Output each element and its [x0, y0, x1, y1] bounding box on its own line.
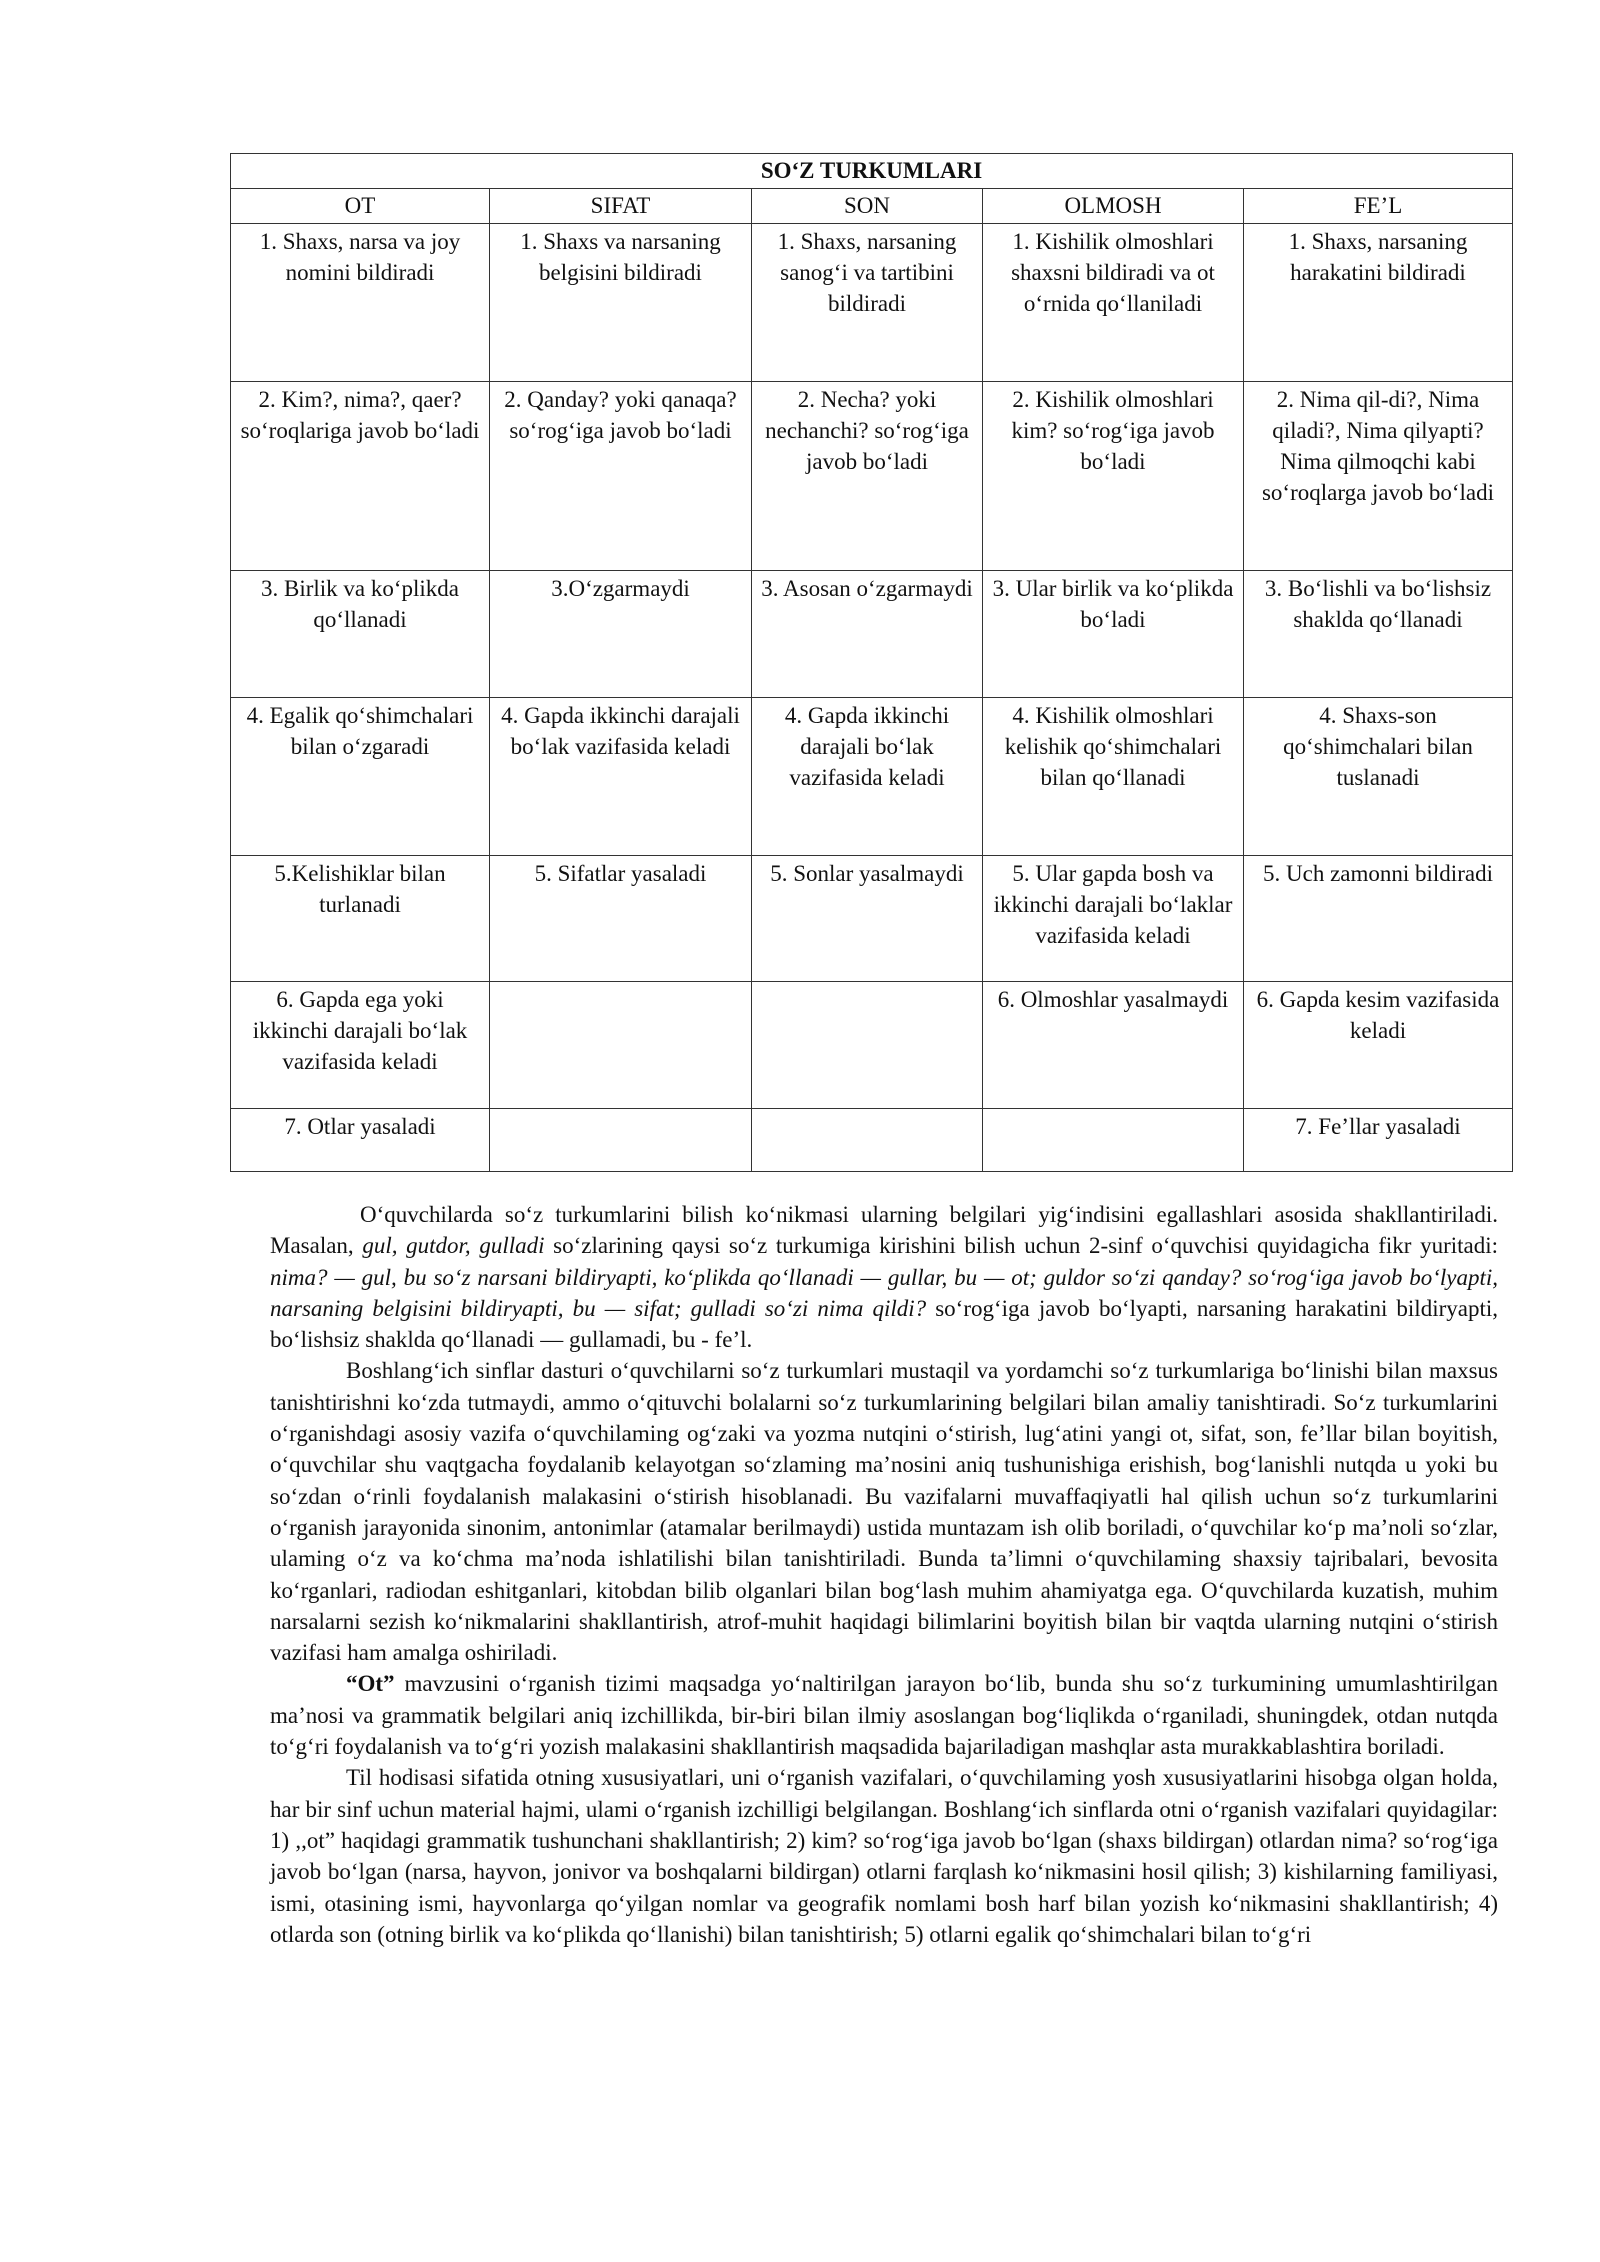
table-cell: 6. Gapda ega yoki ikkinchi darajali bo‘lak vazifasida keladi — [231, 982, 490, 1109]
table-cell: 1. Shaxs, narsa va joy nomini bildiradi — [231, 224, 490, 382]
table-cell: 5. Uch zamonni bildiradi — [1244, 856, 1513, 982]
table-cell: 6. Olmoshlar yasalmaydi — [983, 982, 1244, 1109]
table-cell: 4. Kishilik olmoshlari kelishik qo‘shimchalari bilan qo‘llanadi — [983, 698, 1244, 856]
paragraph-1-example-words: gul, gutdor, gulladi — [362, 1233, 545, 1259]
table-cell: 4. Egalik qo‘shimchalari bilan o‘zgaradi — [231, 698, 490, 856]
table-cell: 1. Shaxs, narsaning harakatini bildiradi — [1244, 224, 1513, 382]
paragraph-1-reasoning: nima? — gul, bu so‘z narsani bildiryapti, ko‘plikda qo‘llanadi — gullar, bu — ot; guldor so‘zi qanday? so‘rog‘iga javob bo‘lyapti, narsaning belgisini bildiryapti, bu — sifat; gulladi so‘zi nima qildi? — [270, 1264, 1498, 1321]
table-cell: 1. Shaxs va narsaning belgisini bildiradi — [490, 224, 752, 382]
word-classes-table — [230, 153, 1513, 1172]
table-cell: 2. Necha? yoki nechanchi? so‘rog‘iga javob bo‘ladi — [752, 382, 983, 571]
table-title-row — [231, 154, 1513, 189]
table-cell: 5. Sonlar yasalmaydi — [752, 856, 983, 982]
table-cell: 3.O‘zgarmaydi — [490, 571, 752, 698]
table-row — [231, 856, 1513, 982]
paragraph-1-part-c: so‘zlarining qaysi so‘z turkumiga kirishini bilish uchun 2-sinf o‘quvchisi quyidagicha fikr yuritadi: — [544, 1233, 1499, 1259]
table-cell: 1. Kishilik olmoshlari shaxsni bildiradi va ot o‘rnida qo‘llaniladi — [983, 224, 1244, 382]
table-cell: 4. Gapda ikkinchi darajali bo‘lak vazifasida keladi — [752, 698, 983, 856]
table-cell: 4. Gapda ikkinchi darajali bo‘lak vazifasida keladi — [490, 698, 752, 856]
paragraph-3 — [270, 1668, 1498, 1762]
table-cell — [490, 1109, 752, 1172]
table-row — [231, 1109, 1513, 1172]
column-header-sifat: SIFAT — [490, 189, 752, 224]
column-header-olmosh: OLMOSH — [983, 189, 1244, 224]
table-row — [231, 982, 1513, 1109]
table-cell: 5.Kelishiklar bilan turlanadi — [231, 856, 490, 982]
table-cell: 3. Ular birlik va ko‘plikda bo‘ladi — [983, 571, 1244, 698]
table-row — [231, 382, 1513, 571]
table-cell: 2. Nima qil-di?, Nima qiladi?, Nima qilyapti? Nima qilmoqchi kabi so‘roqlarga javob bo‘ladi — [1244, 382, 1513, 571]
table-cell: 3. Birlik va ko‘plikda qo‘llanadi — [231, 571, 490, 698]
table-cell — [983, 1109, 1244, 1172]
table-cell: 2. Qanday? yoki qanaqa? so‘rog‘iga javob bo‘ladi — [490, 382, 752, 571]
table-title: SO‘Z TURKUMLARI — [231, 154, 1513, 189]
paragraph-3-rest: mavzusini o‘rganish tizimi maqsadga yo‘naltirilgan jarayon bo‘lib, bunda shu so‘z turkumining umumlashtirilgan ma’nosi va grammatik belgilari aniq izchillikda, bir-biri bilan ilmiy asoslangan bog‘liqlikda o‘rganiladi, shuningdek, otdan nutqda to‘g‘ri foydalanish va to‘g‘ri yozish malakasini shakllantirish maqsadida bajariladigan mashqlar asta murakkablashtira boriladi. — [270, 1671, 1498, 1760]
paragraph-3-topic: “Ot” — [346, 1671, 395, 1697]
paragraph-1-part-e: so‘rog‘iga javob bo‘lyapti, narsaning harakatini bildiryapti, bo‘lishsiz shaklda qo‘llanadi — gullamadi, bu - fe’l. — [270, 1295, 1498, 1353]
table-cell — [752, 1109, 983, 1172]
paragraph-4: Til hodisasi sifatida otning xususiyatlari, uni o‘rganish vazifalari, o‘quvchilaming yosh xususiyatlarini hisobga olgan holda, har bir sinf uchun material hajmi, ulami o‘rganish izchilligi belgilangan. Boshlang‘ich sinflarda otni o‘rganish vazifalari quyidagilar: 1) ,,ot” haqidagi grammatik tushunchani shakllantirish; 2) kim? so‘rog‘iga javob bo‘lgan (shaxs bildirgan) otlardan nima? so‘rog‘iga javob bo‘lgan (narsa, hayvon, jonivor va boshqalarni bildirgan) otlarni farqlash ko‘nikmasini hosil qilish; 3) kishilarning familiyasi, ismi, otasining ismi, hayvonlarga qo‘yilgan nomlar va geografik nomlami bosh harf bilan yozish ko‘nikmasini shakllantirish; 4) otlarda son (otning birlik va ko‘plikda qo‘llanishi) bilan tanishtirish; 5) otlarni egalik qo‘shimchalari bilan to‘g‘ri — [270, 1765, 1498, 1947]
table-cell: 3. Bo‘lishli va bo‘lishsiz shaklda qo‘llanadi — [1244, 571, 1513, 698]
table-cell: 7. Otlar yasaladi — [231, 1109, 490, 1172]
table-header-row — [231, 189, 1513, 224]
table-row — [231, 698, 1513, 856]
table-cell: 5. Ular gapda bosh va ikkinchi darajali bo‘laklar vazifasida keladi — [983, 856, 1244, 982]
table-cell — [490, 982, 752, 1109]
column-header-ot: OT — [231, 189, 490, 224]
table-cell: 6. Gapda kesim vazifasida keladi — [1244, 982, 1513, 1109]
paragraph-1 — [270, 1199, 1498, 1355]
table-cell: 7. Fe’llar yasaladi — [1244, 1109, 1513, 1172]
table-row — [231, 224, 1513, 382]
table-cell: 1. Shaxs, narsaning sanog‘i va tartibini bildiradi — [752, 224, 983, 382]
table-cell: 2. Kishilik olmoshlari kim? so‘rog‘iga javob bo‘ladi — [983, 382, 1244, 571]
table-cell: 4. Shaxs-son qo‘shimchalari bilan tuslanadi — [1244, 698, 1513, 856]
body-text — [270, 1199, 1498, 1950]
table-cell: 2. Kim?, nima?, qaer? so‘roqlariga javob bo‘ladi — [231, 382, 490, 571]
table-row — [231, 571, 1513, 698]
paragraph-1-part-a: O‘quvchilarda so‘z turkumlarini bilish ko‘nikmasi ularning belgilari yig‘indisini egallashlari asosida shakllantiriladi. Masalan, — [270, 1202, 1498, 1259]
table-cell — [752, 982, 983, 1109]
paragraph-2: Boshlang‘ich sinflar dasturi o‘quvchilarni so‘z turkumlari mustaqil va yordamchi so‘z turkumlariga bo‘linishi bilan maxsus tanishtirishni ko‘zda tutmaydi, ammo o‘qituvchi bolalarni so‘z turkumlarining belgilari bilan amaliy tanishtiradi. So‘z turkumlarini o‘rganishdagi asosiy vazifa o‘quvchilaming og‘zaki va yozma nutqini o‘stirish, lug‘atini yangi ot, sifat, son, fe’llar bilan boyitish, o‘quvchilar shu vaqtgacha foydalanib kelayotgan so‘zlaming ma’nosini aniq tushunishiga erishish, bog‘lanishli nutqda u yoki bu so‘zdan o‘rinli foydalanish malakasini o‘stirish hisoblanadi. Bu vazifalarni muvaffaqiyatli hal qilish uchun so‘z turkumlarini o‘rganish jarayonida sinonim, antonimlar (atamalar berilmaydi) ustida muntazam ish olib boriladi, o‘quvchilar ko‘p ma’noli so‘zlar, ulaming o‘z va ko‘chma ma’noda ishlatilishi bilan tanishtiriladi. Bunda ta’limni o‘quvchilaming shaxsiy tajribalari, bevosita ko‘rganlari, radiodan eshitganlari, kitobdan bilib olganlari bilan bog‘lash muhim ahamiyatga ega. O‘quvchilarda kuzatish, muhim narsalarni sezish ko‘nikmalarini shakllantirish, atrof-muhit haqidagi bilimlarini boyitish bilan bir vaqtda ularning nutqini o‘stirish vazifasi ham amalga oshiriladi. — [270, 1358, 1498, 1666]
table-cell: 3. Asosan o‘zgarmaydi — [752, 571, 983, 698]
column-header-fel: FE’L — [1244, 189, 1513, 224]
column-header-son: SON — [752, 189, 983, 224]
table-cell: 5. Sifatlar yasaladi — [490, 856, 752, 982]
